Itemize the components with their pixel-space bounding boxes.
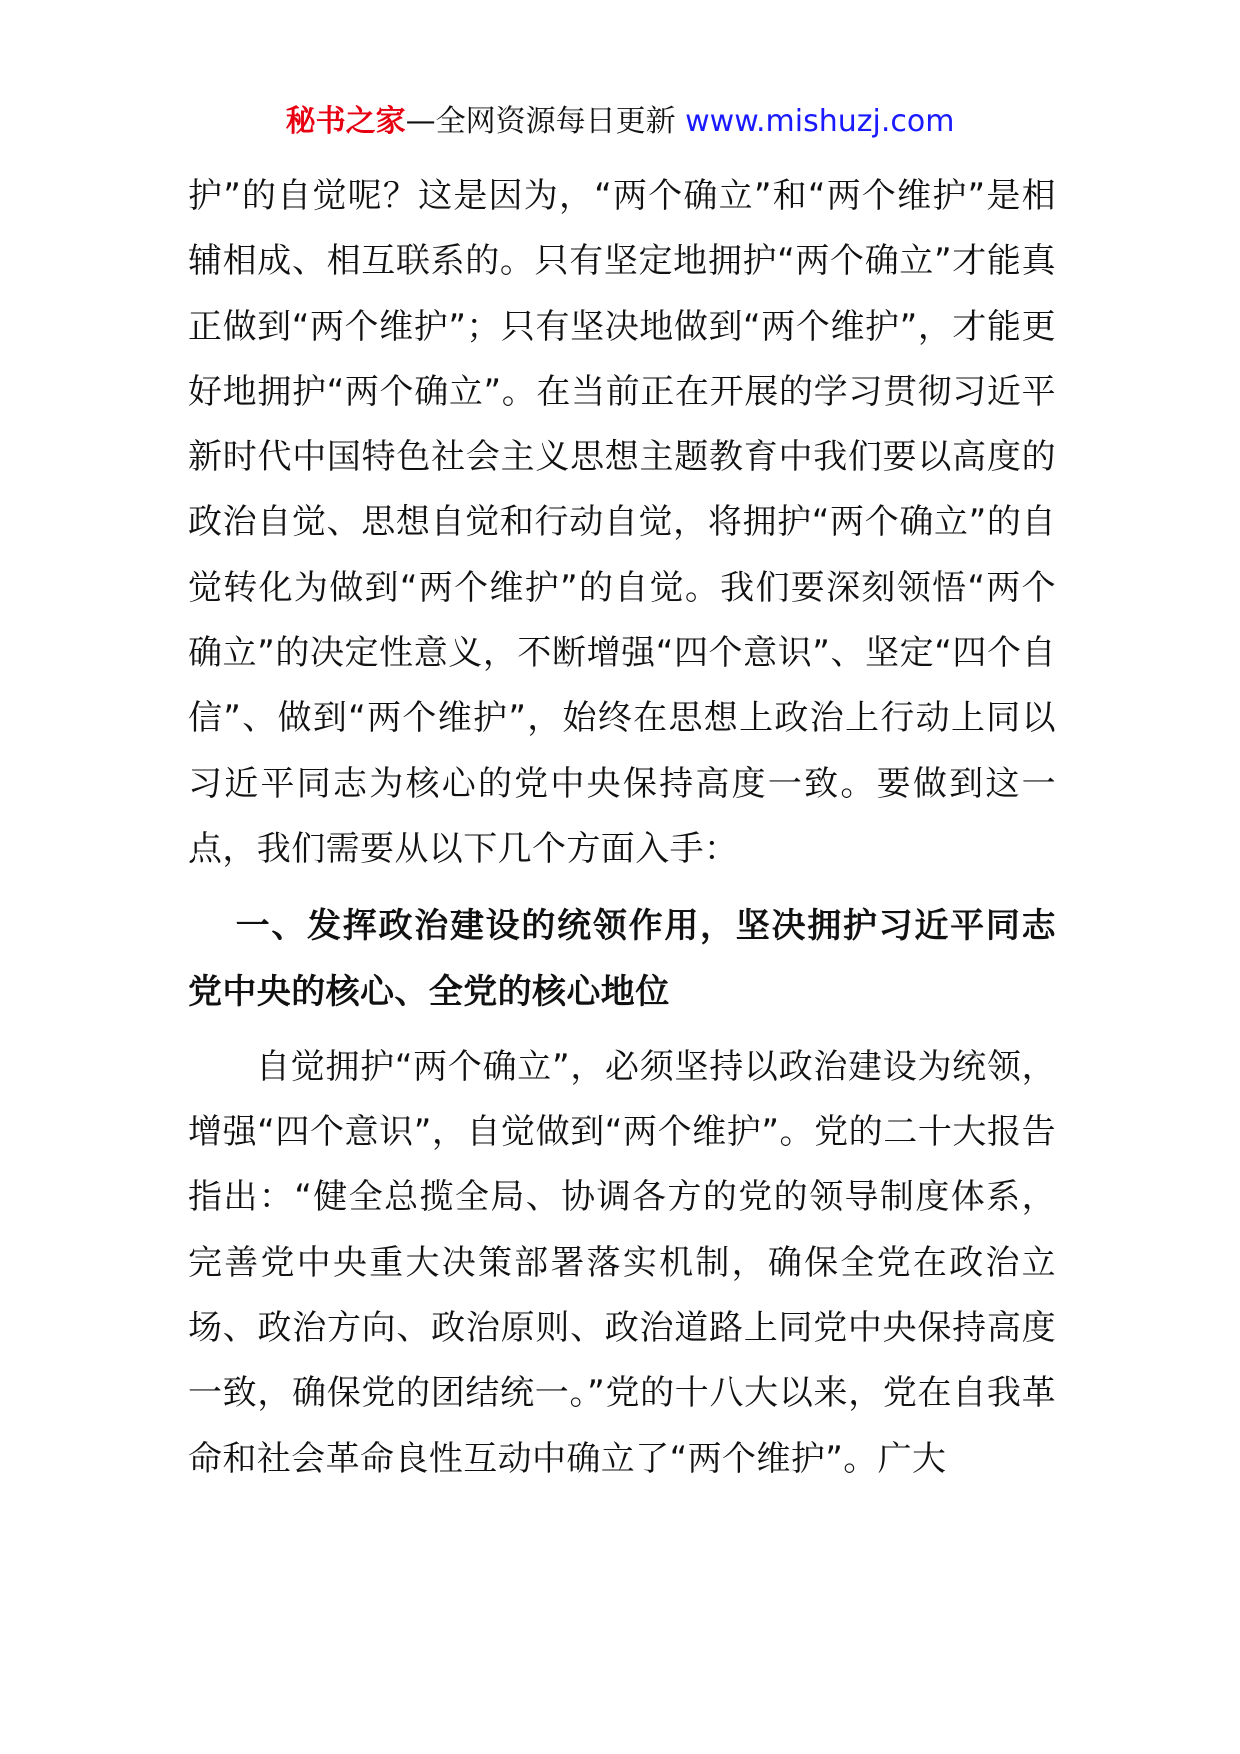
header-slogan: —全网资源每日更新 <box>405 104 686 139</box>
paragraph-continued: 护”的自觉呢？这是因为，“两个确立”和“两个维护”是相辅相成、相互联系的。只有坚定地拥护“两个确立”才能真正做到“两个维护”；只有坚决地做到“两个维护”，才能更好地拥护“两个确立”。在当前正在开展的学习贯彻习近平新时代中国特色社会主义思想主题教育中我们要以高度的政治自觉、思想自觉和行动自觉，将拥护“两个确立”的自觉转化为做到“两个维护”的自觉。我们要深刻领悟“两个确立”的决定性意义，不断增强“四个意识”、坚定“四个自信”、做到“两个维护”，始终在思想上政治上行动上同以习近平同志为核心的党中央保持高度一致。要做到这一点，我们需要从以下几个方面入手： <box>188 176 1056 869</box>
paragraph: 自觉拥护“两个确立”，必须坚持以政治建设为统领，增强“四个意识”，自觉做到“两个维护”。党的二十大报告指出：“健全总揽全局、协调各方的党的领导制度体系，完善党中央重大决策部署落实机制，确保全党在政治立场、政治方向、政治原则、政治道路上同党中央保持高度一致，确保党的团结统一。”党的十八大以来，党在自我革命和社会革命良性互动中确立了“两个维护”。广大 <box>188 1046 1056 1479</box>
brand-name: 秘书之家 <box>285 104 406 139</box>
site-url-link[interactable]: www.mishuzj.com <box>685 104 955 139</box>
section-heading: 一、发挥政治建设的统领作用，坚决拥护习近平同志党中央的核心、全党的核心地位 <box>188 906 1056 1012</box>
page-header <box>0 100 1240 144</box>
document-body <box>188 164 1056 1492</box>
